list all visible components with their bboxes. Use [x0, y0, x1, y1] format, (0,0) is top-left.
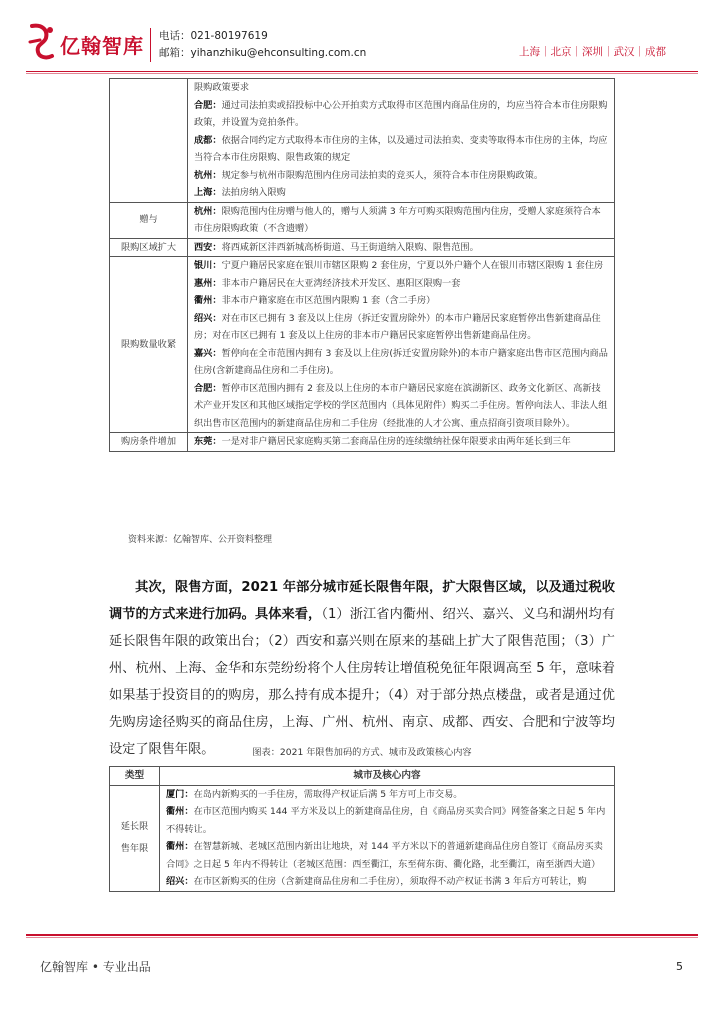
- list-item: [194, 345, 608, 380]
- policy-text: 法拍房纳入限购: [221, 187, 286, 198]
- row-content: [160, 785, 615, 891]
- row-content: [188, 79, 615, 203]
- city-name: 衢州：: [166, 841, 194, 852]
- office-cities: 上海｜北京｜深圳｜武汉｜成都: [519, 46, 666, 58]
- sales-restriction-table: [109, 766, 615, 892]
- header-rule-thin: [26, 73, 698, 74]
- table-row: [110, 79, 615, 203]
- policy-text: 宁夏户籍居民家庭在银川市辖区限购 2 套住房，宁夏以外户籍个人在银川市辖区限购 1 套住房: [221, 260, 604, 271]
- contact-email[interactable]: 邮箱：yihanzhiku@ehconsulting.com.cn: [159, 47, 367, 59]
- policy-text: 在市区新购买的住房（含新建商品住房和二手住房），须取得不动产权证书满 3 年后方可转让，购: [193, 876, 587, 887]
- policy-text: 对在市区已拥有 3 套及以上住房（拆迁安置房除外）的本市户籍居民家庭暂停出售新建商品住房；对在市区已拥有 1 套及以上住房的非本市户籍居民家庭暂停出售新建商品住房。: [194, 312, 601, 341]
- row-content: [188, 433, 615, 452]
- city-name: 惠州：: [194, 277, 222, 289]
- policy-text: 限购政策要求: [194, 82, 250, 93]
- policy-text: 一是对非户籍居民家庭购买第二套商品住房的连续缴纳社保年限要求由两年延长到三年: [221, 436, 571, 447]
- list-item: [166, 803, 608, 838]
- row-category: 限购区域扩大: [110, 238, 188, 257]
- purchase-restriction-table: [109, 78, 615, 452]
- contact-phone: 电话：021-80197619: [159, 30, 268, 42]
- policy-text: 通过司法拍卖或招投标中心公开拍卖方式取得市区范围内商品住房的，均应当符合本市住房限购政策，并设置为竞拍条件。: [194, 99, 608, 128]
- table-row: [110, 433, 615, 452]
- list-item: [194, 184, 608, 202]
- row-category: 购房条件增加: [110, 433, 188, 452]
- source-note: 资料来源：亿翰智库、公开资料整理: [128, 535, 273, 545]
- list-item: [194, 292, 608, 310]
- page-header: [0, 0, 724, 74]
- col-type: 类型: [110, 767, 160, 786]
- city-name: 杭州：: [194, 205, 222, 217]
- brand-logo-icon: [26, 22, 56, 62]
- row-category: [110, 79, 188, 203]
- city-name: 合肥：: [194, 382, 222, 394]
- list-item: [194, 380, 608, 433]
- city-name: 西安：: [194, 241, 222, 253]
- footer-rule: [26, 934, 698, 936]
- list-item: [194, 433, 608, 451]
- policy-text: 依据合同约定方式取得本市住房的主体，以及通过司法拍卖、变卖等取得本市住房的主体，均应当符合本市住房限购、限售政策的规定: [194, 134, 608, 163]
- row-type-label: 延长限售年限: [120, 821, 149, 854]
- city-name: 银川：: [194, 260, 222, 271]
- list-item: [166, 873, 608, 891]
- brand-name: 亿翰智库: [60, 34, 144, 58]
- policy-text: 在岛内新购买的一手住房，需取得产权证后满 5 年方可上市交易。: [193, 788, 463, 800]
- list-item: [166, 838, 608, 873]
- city-name: 嘉兴：: [194, 347, 222, 359]
- city-name: 绍兴：: [166, 876, 194, 887]
- row-content: [188, 257, 615, 433]
- footer-tagline: 亿翰智库 • 专业出品: [40, 960, 151, 974]
- row-content: [188, 202, 615, 238]
- list-item: [194, 167, 608, 185]
- policy-text: 限购范围内住房赠与他人的，赠与人须满 3 年方可购买限购范围内住房，受赠人家庭须符合本市住房限购政策（不含遗赠）: [194, 205, 601, 234]
- row-category: 赠与: [110, 202, 188, 238]
- policy-text: 暂停向在全市范围内拥有 3 套及以上住房(拆迁安置房除外)的本市户籍家庭出售市区范围内商品住房(含新建商品住房和二手住房)。: [194, 347, 608, 376]
- city-name: 上海：: [194, 187, 222, 198]
- paragraph-text: （1）浙江省内衢州、绍兴、嘉兴、义乌和湖州均有延长限售年限的政策出台；（2）西安和嘉兴则在原来的基础上扩大了限售范围；（3）广州、杭州、上海、金华和东莞纷纷将个人住房转让增值税免征年限调高至 5 年，意味着如果基于投资目的的购房，那么持有成本提升；（4）对于部分热点楼盘，或者是通过优先购房途径购买的商品住房，上海、广州、杭州、南京、成都、西安、合肥和宁波等均设定了限售年限。: [109, 607, 615, 757]
- list-item: [194, 203, 608, 238]
- row-category: 限购数量收紧: [110, 257, 188, 433]
- table-header-row: [110, 767, 615, 786]
- body-paragraph: [109, 574, 615, 763]
- city-name: 绍兴：: [194, 312, 222, 324]
- col-content: 城市及核心内容: [160, 767, 615, 786]
- list-item: [194, 310, 608, 345]
- policy-text: 非本市户籍家庭在市区范围内限购 1 套（含二手房）: [221, 295, 436, 306]
- city-name: 杭州：: [194, 169, 222, 181]
- row-type: [110, 785, 160, 891]
- list-item: [194, 239, 608, 257]
- page-number: 5: [676, 960, 683, 973]
- policy-text: 非本市户籍居民在大亚湾经济技术开发区、惠阳区限购一套: [221, 277, 461, 289]
- list-item: [194, 97, 608, 132]
- city-name: 东莞：: [194, 436, 222, 447]
- list-item: [194, 132, 608, 167]
- table-row: [110, 257, 615, 433]
- paragraph-lead: 其次，限售方面，2021 年部分城市延长限售年限，扩大限售区域，以及通过税收调节的方式来进行加码。具体来看，: [109, 580, 615, 622]
- header-rule: [26, 71, 698, 72]
- city-name: 厦门：: [166, 788, 194, 800]
- table-row: [110, 238, 615, 257]
- table-row: [110, 785, 615, 891]
- city-name: 衢州：: [194, 295, 222, 306]
- list-item: [194, 275, 608, 293]
- list-item: [194, 79, 608, 97]
- list-item: [166, 786, 608, 804]
- row-content: [188, 238, 615, 257]
- contact-info: [159, 28, 366, 62]
- table-row: [110, 202, 615, 238]
- policy-text: 暂停市区范围内拥有 2 套及以上住房的本市户籍居民家庭在滨湖新区、政务文化新区、高新技术产业开发区和其他区域指定学校的学区范围内（具体见附件）购买二手住房。暂停向法人、非法人组织出售市区范围内的新建商品住房和二手住房（经批准的人才公寓、重点招商引资项目除外）。: [194, 382, 608, 429]
- city-name: 衢州：: [166, 806, 194, 817]
- header-divider: [150, 28, 151, 62]
- list-item: [194, 257, 608, 275]
- policy-text: 在智慧新城、老城区范围内新出让地块，对 144 平方米以下的普通新建商品住房自签订《商品房买卖合同》之日起 5 年内不得转让（老城区范围：西至衢江，东至荷东街、衢化路，北至衢江，南至浙西大道）: [166, 841, 603, 870]
- city-name: 成都：: [194, 134, 222, 146]
- table2-caption: 图表：2021 年限售加码的方式、城市及政策核心内容: [252, 747, 472, 758]
- policy-text: 在市区范围内购买 144 平方米及以上的新建商品住房，自《商品房买卖合同》网签备案之日起 5 年内不得转让。: [166, 806, 606, 835]
- policy-text: 将西咸新区沣西新城高桥街道、马王街道纳入限购、限售范围。: [221, 241, 479, 253]
- policy-text: 规定参与杭州市限购范围内住房司法拍卖的竞买人，须符合本市住房限购政策。: [221, 169, 544, 181]
- city-name: 合肥：: [194, 99, 222, 111]
- footer-rule-thin: [26, 937, 698, 938]
